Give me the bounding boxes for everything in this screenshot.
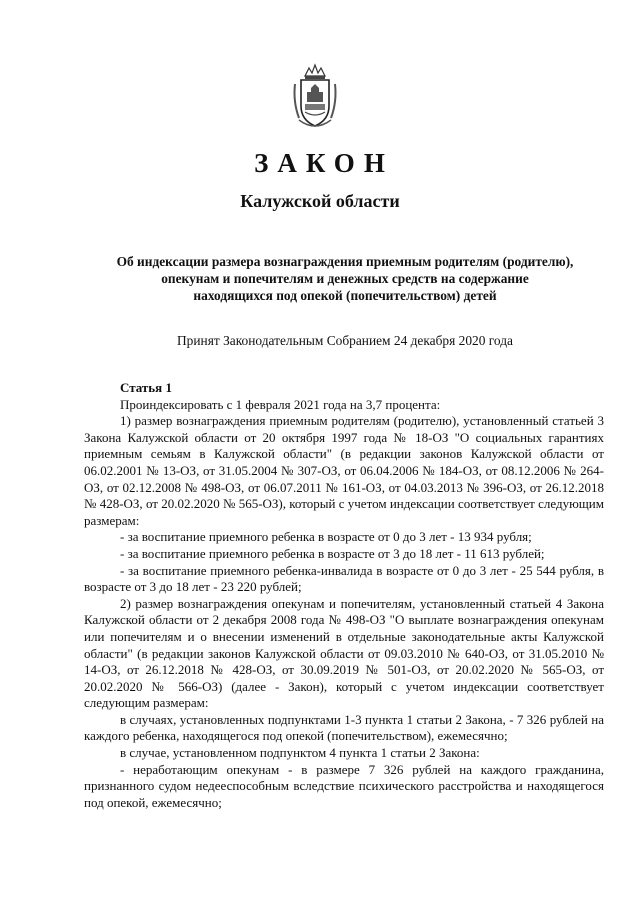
- coat-of-arms-icon: [291, 62, 339, 132]
- list-item: - за воспитание приемного ребенка в возрасте от 3 до 18 лет - 11 613 рублей;: [120, 545, 545, 561]
- document-title: ЗАКОН: [254, 148, 394, 178]
- paragraph: в случаях, установленных подпунктами 1-3 пункта 1 статьи 2 Закона, - 7 326 рублей на каждого ребенка, находящегося под опекой (попечительством), ежемесячно;: [84, 711, 604, 744]
- document-body: [84, 380, 604, 811]
- paragraph: 2) размер вознаграждения опекунам и попечителям, установленный статьей 4 Закона Калужской области от 2 декабря 2008 года № 498-ОЗ "О выплате вознаграждения опекунам или попечителям и о внесении изменений в отдельные законодательные акты Калужской области" (в редакции законов Калужской области от 09.03.2010 № 640-ОЗ, от 31.05.2010 № 14-ОЗ, от 26.12.2018 № 428-ОЗ, от 30.09.2019 № 501-ОЗ, от 20.02.2020 № 565-ОЗ, от 20.02.2020 № 566-ОЗ) (далее - Закон), который с учетом индексации соответствует следующим размерам:: [84, 595, 604, 711]
- law-heading: [80, 253, 610, 304]
- document-region: Калужской области: [240, 191, 400, 211]
- list-item: - за воспитание приемного ребенка в возрасте от 0 до 3 лет - 13 934 рубля;: [120, 529, 532, 545]
- paragraph: Проиндексировать с 1 февраля 2021 года на 3,7 процента:: [120, 396, 441, 412]
- adoption-date: Принят Законодательным Собранием 24 декабря 2020 года: [177, 333, 513, 348]
- article-title: Статья 1: [120, 380, 172, 395]
- paragraph: 1) размер вознаграждения приемным родителям (родителю), установленный статьей 3 Закона Калужской области от 20 октября 1997 года № 18-ОЗ "О социальных гарантиях приемным семьям в Калужской области" (в редакции законов Калужской области от 06.02.2001 № 13-ОЗ, от 31.05.2004 № 307-ОЗ, от 06.04.2006 № 184-ОЗ, от 08.12.2006 № 264-ОЗ, от 02.12.2008 № 498-ОЗ, от 06.07.2011 № 161-ОЗ, от 04.03.2013 № 396-ОЗ, от 26.12.2018 № 428-ОЗ, от 20.02.2020 № 565-ОЗ), который с учетом индексации соответствует следующим размерам:: [84, 413, 604, 528]
- list-item: - за воспитание приемного ребенка-инвалида в возрасте от 0 до 3 лет - 25 544 рубля, в возрасте от 3 до 18 лет - 23 220 рублей;: [84, 562, 604, 595]
- law-heading-line: находящихся под опекой (попечительством) детей: [193, 288, 497, 303]
- paragraph: в случае, установленном подпунктом 4 пункта 1 статьи 2 Закона:: [120, 745, 480, 761]
- law-heading-line: опекунам и попечителям и денежных средств на содержание: [161, 271, 529, 286]
- list-item: - неработающим опекунам - в размере 7 326 рублей на каждого гражданина, признанного судом недееспособным вследствие психического расстройства и находящегося под опекой, ежемесячно;: [84, 761, 604, 810]
- law-heading-line: Об индексации размера вознаграждения приемным родителям (родителю),: [116, 254, 574, 269]
